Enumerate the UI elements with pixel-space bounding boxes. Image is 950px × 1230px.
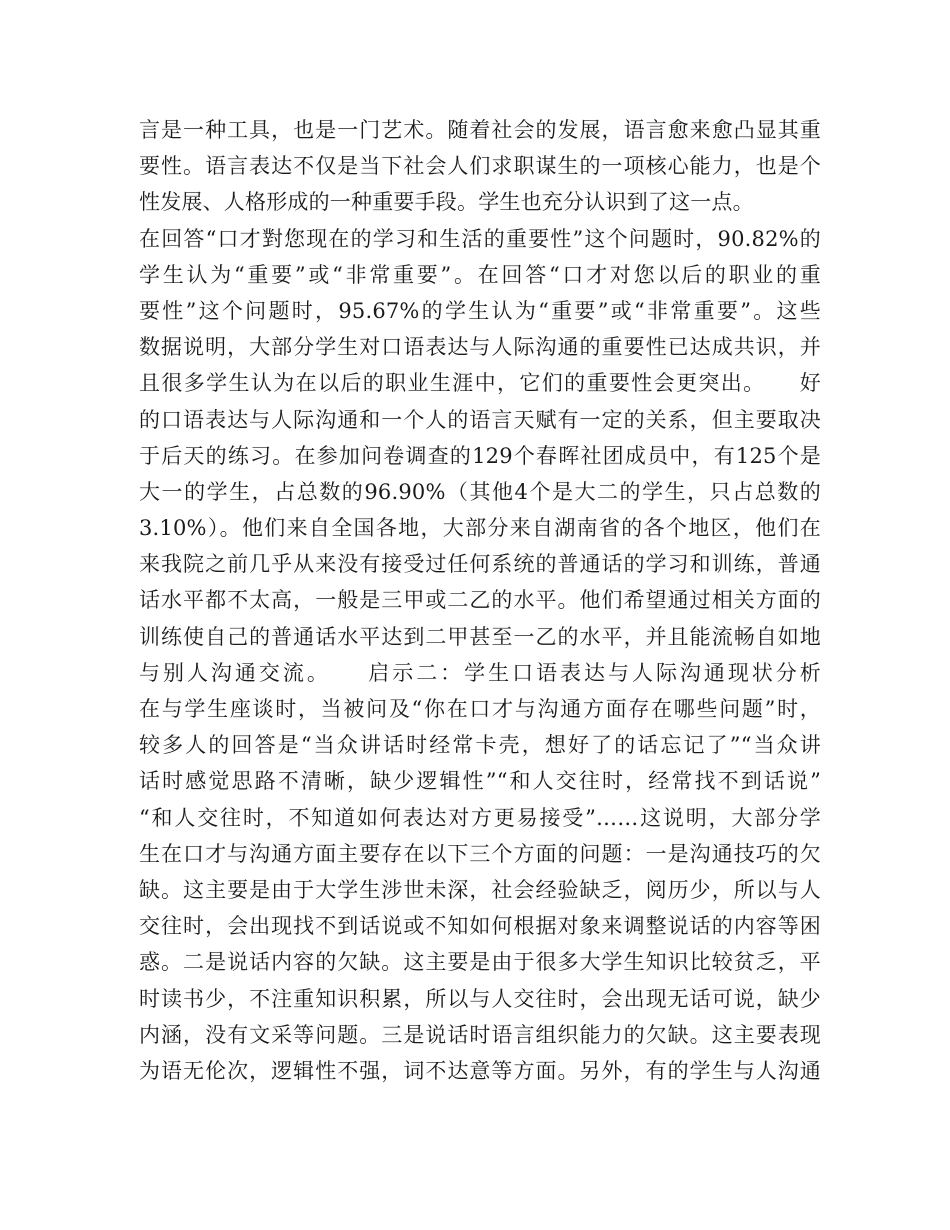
text-line: 来我院之前几乎从来没有接受过任何系统的普通话的学习和训练，普通 (139, 552, 821, 577)
text-line: 话时感觉思路不清晰，缺少逻辑性”“和人交往时，经常找不到话说” (139, 769, 821, 794)
text-line: 性发展、人格形成的一种重要手段。学生也充分认识到了这一点。 (139, 190, 754, 215)
text-line: 为语无伦次，逻辑性不强，词不达意等方面。另外，有的学生与人沟通 (139, 1058, 821, 1083)
text-line: 较多人的回答是“当众讲话时经常卡壳，想好了的话忘记了”“当众讲 (139, 733, 821, 758)
text-line: 训练使自己的普通话水平达到二甲甚至一乙的水平，并且能流畅自如地 (139, 624, 821, 649)
text-line: 言是一种工具，也是一门艺术。随着社会的发展，语言愈来愈凸显其重 (139, 118, 821, 142)
text-line: 数据说明，大部分学生对口语表达与人际沟通的重要性已达成共识，并 (139, 335, 821, 360)
text-line: “和人交往时，不知道如何表达对方更易接受”……这说明，大部分学 (139, 805, 821, 830)
text-line: 要性。语言表达不仅是当下社会人们求职谋生的一项核心能力，也是个 (139, 154, 821, 179)
text-line: 于后天的练习。在参加问卷调查的129个春晖社团成员中，有125个是 (139, 443, 821, 468)
text-line: 内涵，没有文采等问题。三是说话时语言组织能力的欠缺。这主要表现 (139, 1022, 821, 1047)
text-line: 缺。这主要是由于大学生涉世未深，社会经验缺乏，阅历少，所以与人 (139, 877, 821, 902)
text-line: 3.10%）。他们来自全国各地，大部分来自湖南省的各个地区，他们在 (139, 516, 821, 541)
text-line: 时读书少，不注重知识积累，所以与人交往时，会出现无话可说，缺少 (139, 986, 821, 1011)
body-text (139, 112, 821, 1089)
text-line: 的口语表达与人际沟通和一个人的语言天赋有一定的关系，但主要取决 (139, 407, 821, 432)
text-line: 生在口才与沟通方面主要存在以下三个方面的问题：一是沟通技巧的欠 (139, 841, 821, 866)
text-line: 大一的学生，占总数的96.90%（其他4个是大二的学生，只占总数的 (139, 479, 821, 504)
text-line: 要性”这个问题时，95.67%的学生认为“重要”或“非常重要”。这些 (139, 298, 821, 323)
text-line: 且很多学生认为在以后的职业生涯中，它们的重要性会更突出。 好 (139, 371, 821, 396)
text-line: 交往时，会出现找不到话说或不知如何根据对象来调整说话的内容等困 (139, 914, 821, 939)
text-line: 与别人沟通交流。 启示二：学生口语表达与人际沟通现状分析 (139, 660, 821, 685)
text-line: 学生认为“重要”或“非常重要”。在回答“口才对您以后的职业的重 (139, 262, 821, 287)
text-line: 在回答“口才對您现在的学习和生活的重要性”这个问题时，90.82%的 (139, 226, 821, 251)
text-line: 在与学生座谈时，当被问及“你在口才与沟通方面存在哪些问题”时， (139, 697, 821, 721)
text-line: 话水平都不太高，一般是三甲或二乙的水平。他们希望通过相关方面的 (139, 588, 821, 613)
text-line: 惑。二是说话内容的欠缺。这主要是由于很多大学生知识比较贫乏，平 (139, 950, 821, 975)
